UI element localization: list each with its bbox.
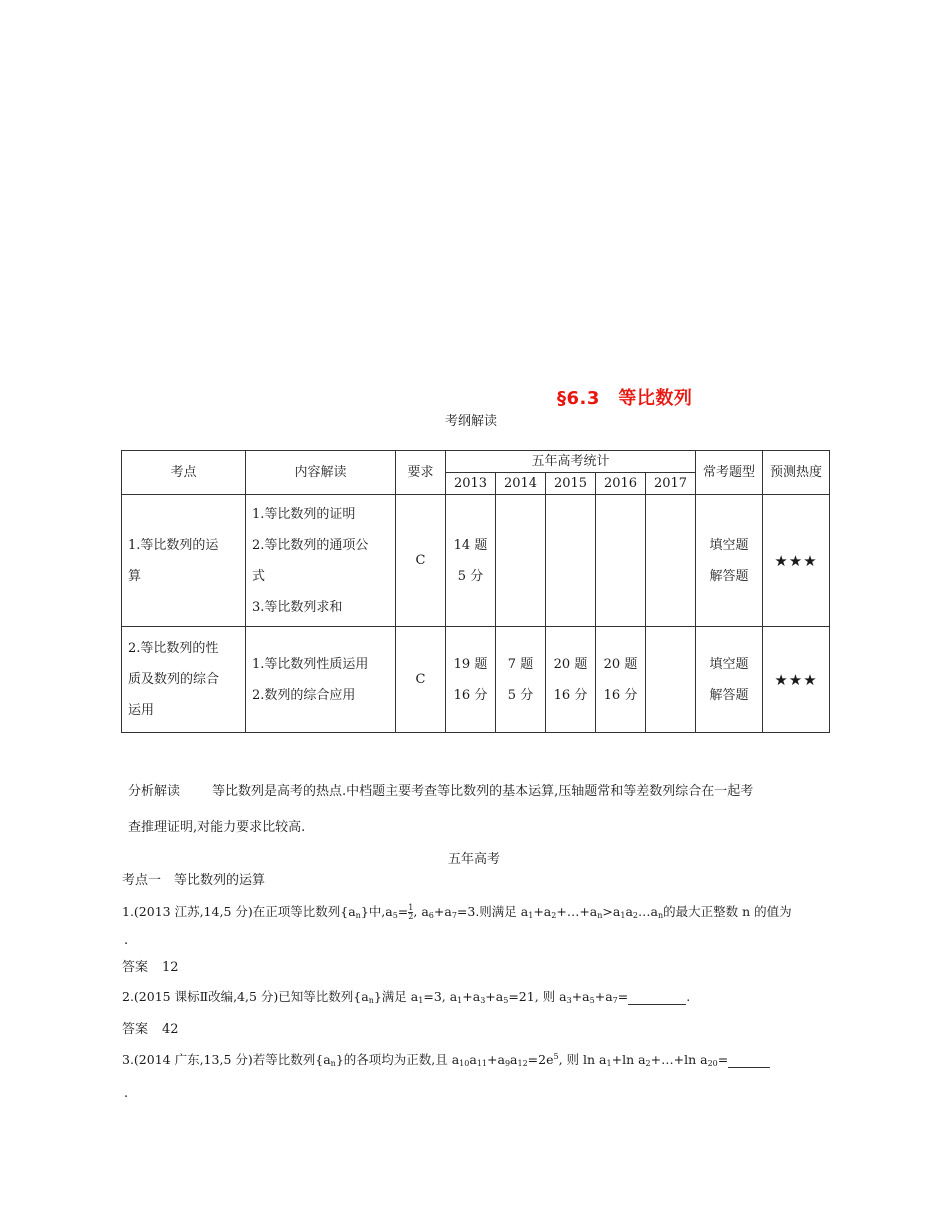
cell-year-stat: 19 题 16 分 [446, 627, 496, 733]
header-year: 2016 [596, 473, 646, 495]
answer-blank[interactable] [628, 989, 686, 1005]
cell-year-stat: 20 题 16 分 [546, 627, 596, 733]
header-year: 2013 [446, 473, 496, 495]
problem-1: 1.(2013 江苏,14,5 分)在正项等比数列$\{a_n\}$中$,a_5=$ $\frac{1}{2}$ , $a_6+a_7=3$.则满足 $a_1+a_2+\dots+a_n>a_1a_2\dots a_n$的最大正整数 n 的值为 [122, 903, 792, 921]
problem-2: 2.(2015 课标Ⅱ改编,4,5 分)已知等比数列$\{a_n\}$满足 $a_1=3$, $a_1+a_3+a_5=21$, 则 $a_3+a_5+a_7=$ . [122, 989, 691, 1005]
header-point: 考点 [122, 451, 246, 495]
cell-heat-stars: ★★★ [763, 627, 830, 733]
cell-point: 2.等比数列的性 质及数列的综合 运用 [122, 627, 246, 733]
header-content: 内容解读 [246, 451, 396, 495]
fraction-one-half: $\frac{1}{2}$ [408, 903, 414, 921]
table-row [122, 627, 830, 733]
table-row [122, 495, 830, 627]
cell-year-stat: 14 题 5 分 [446, 495, 496, 627]
cell-heat-stars: ★★★ [763, 495, 830, 627]
header-requirement: 要求 [396, 451, 446, 495]
cell-types: 填空题 解答题 [696, 495, 763, 627]
page-title: §6.3 等比数列 [557, 388, 693, 409]
cell-year-stat [596, 495, 646, 627]
header-heat: 预测热度 [763, 451, 830, 495]
cell-year-stat [496, 495, 546, 627]
section-title: 考点一 等比数列的运算 [122, 873, 266, 888]
syllabus-table [121, 450, 830, 733]
cell-content: 1.等比数列的证明 2.等比数列的通项公 式 3.等比数列求和 [246, 495, 396, 627]
analysis-line-2: 查推理证明,对能力要求比较高. [128, 820, 306, 835]
answer-blank[interactable] [728, 1052, 770, 1068]
problem-3-trailing-dot: . [124, 1086, 129, 1101]
header-year: 2015 [546, 473, 596, 495]
cell-requirement: C [396, 495, 446, 627]
cell-content: 1.等比数列性质运用 2.数列的综合应用 [246, 627, 396, 733]
header-year: 2014 [496, 473, 546, 495]
cell-requirement: C [396, 627, 446, 733]
cell-year-stat [646, 627, 696, 733]
problem-1-trailing-dot: . [124, 933, 129, 948]
header-stats: 五年高考统计 [446, 451, 696, 473]
cell-year-stat [546, 495, 596, 627]
cell-point: 1.等比数列的运 算 [122, 495, 246, 627]
syllabus-heading: 考纲解读 [445, 414, 498, 429]
answer-1: 答案 12 [122, 960, 179, 975]
answer-2: 答案 42 [122, 1022, 179, 1037]
header-year: 2017 [646, 473, 696, 495]
five-year-heading: 五年高考 [448, 852, 501, 867]
cell-year-stat: 7 题 5 分 [496, 627, 546, 733]
cell-year-stat [646, 495, 696, 627]
analysis-line-1: 分析解读 等比数列是高考的热点.中档题主要考查等比数列的基本运算,压轴题常和等差数列综合在一起考 [128, 784, 754, 799]
header-types: 常考题型 [696, 451, 763, 495]
cell-year-stat: 20 题 16 分 [596, 627, 646, 733]
problem-3: 3.(2014 广东,13,5 分)若等比数列$\{a_n\}$的各项均为正数,且 $a_{10}a_{11}+a_9a_{12}=2e^5$, 则 $\ln a_1+\ln$ $a_2+\dots+\ln$ $a_{20}=$ [122, 1050, 770, 1068]
cell-types: 填空题 解答题 [696, 627, 763, 733]
